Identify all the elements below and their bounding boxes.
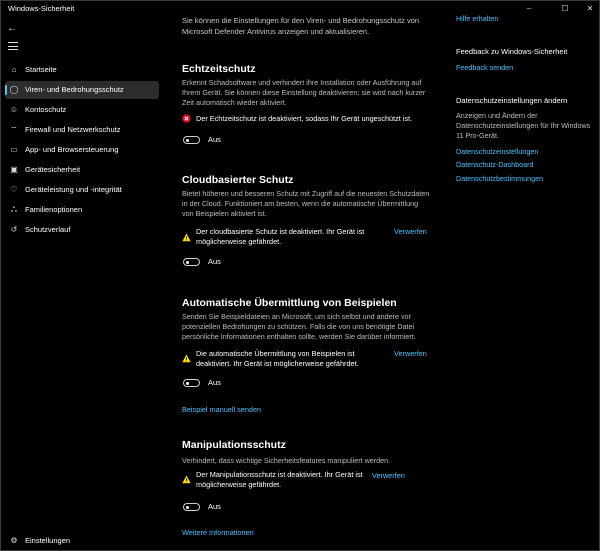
warning-icon xyxy=(182,475,191,484)
hamburger-menu-icon[interactable] xyxy=(8,42,18,53)
sidebar-item-label: Firewall und Netzwerkschutz xyxy=(25,125,121,134)
person-icon: ☺ xyxy=(9,105,19,114)
title-bar xyxy=(1,1,599,17)
tamper-protection-description: Verhindert, dass wichtige Sicherheitsfeatures manipuliert werden. xyxy=(182,456,391,465)
sidebar-item-label: Gerätesicherheit xyxy=(25,165,81,174)
tamper-dismiss-link[interactable]: Verwerfen xyxy=(372,471,405,480)
cloud-protection-title: Cloudbasierter Schutz xyxy=(182,174,294,186)
privacy-settings-link[interactable]: Datenschutzeinstellungen xyxy=(456,147,539,156)
cloud-toggle-label: Aus xyxy=(208,257,221,266)
back-arrow-icon[interactable]: ← xyxy=(7,23,17,34)
tamper-protection-title: Manipulationsschutz xyxy=(182,439,286,451)
family-icon: ஃ xyxy=(10,205,18,214)
maximize-button[interactable]: ☐ xyxy=(561,4,569,13)
manual-sample-link[interactable]: Beispiel manuell senden xyxy=(182,405,262,414)
minimize-button[interactable]: – xyxy=(526,4,532,13)
active-indicator xyxy=(5,85,7,95)
sidebar-item-protection-history[interactable] xyxy=(5,221,159,239)
intro-text-line1: Sie können die Einstellungen für den Viren- und Bedrohungsschutz von xyxy=(182,16,420,25)
sample-dismiss-link[interactable]: Verwerfen xyxy=(394,349,427,358)
privacy-statement-link[interactable]: Datenschutzbestimmungen xyxy=(456,174,544,183)
get-help-link[interactable]: Hilfe erhalten xyxy=(456,14,499,23)
history-icon: ↺ xyxy=(10,225,18,234)
sidebar-item-label: Familienoptionen xyxy=(25,205,83,214)
cloud-protection-status: Der cloudbasierte Schutz ist deaktiviert. Ihr Gerät ist möglicherweise gefährdet. xyxy=(196,227,365,247)
tamper-toggle-label: Aus xyxy=(208,502,221,511)
sidebar-item-firewall[interactable] xyxy=(5,121,159,139)
close-button[interactable]: ✕ xyxy=(586,4,594,13)
realtime-toggle-label: Aus xyxy=(208,135,221,144)
wifi-icon: ⌔ xyxy=(10,125,18,134)
sidebar-item-label: Kontoschutz xyxy=(25,105,67,114)
sample-submission-status: Die automatische Übermittlung von Beispielen ist deaktiviert. Ihr Gerät ist möglicherweise gefährdet. xyxy=(196,349,359,369)
intro-text-line2: Microsoft Defender Antivirus anzeigen und aktualisieren. xyxy=(182,27,370,36)
sample-submission-toggle[interactable] xyxy=(183,379,200,387)
sample-submission-description: Senden Sie Beispieldateien an Microsoft, um sich selbst und andere vor potenziellen Bedrohungen zu schützen. Falls die von uns benötigte Datei persönliche Informationen enthalten sollte, werden Sie darüber informiert. xyxy=(182,312,416,342)
sidebar-item-label: Geräteleistung und -integrität xyxy=(25,185,122,194)
privacy-title: Datenschutzeinstellungen ändern xyxy=(456,96,568,105)
realtime-protection-toggle[interactable] xyxy=(183,136,200,144)
sidebar-item-label: Startseite xyxy=(25,65,57,74)
gear-icon: ⚙ xyxy=(10,536,18,545)
cloud-dismiss-link[interactable]: Verwerfen xyxy=(394,227,427,236)
tamper-protection-toggle[interactable] xyxy=(183,503,200,511)
realtime-protection-title: Echtzeitschutz xyxy=(182,63,256,75)
privacy-dashboard-link[interactable]: Datenschutz-Dashboard xyxy=(456,160,534,169)
warning-icon xyxy=(182,233,191,242)
device-icon: ▣ xyxy=(10,165,18,174)
sidebar-item-startseite[interactable] xyxy=(5,61,159,79)
sidebar-item-virus-protection[interactable] xyxy=(5,81,159,99)
cloud-protection-toggle[interactable] xyxy=(183,258,200,266)
tamper-protection-status: Der Manipulationsschutz ist deaktiviert. Ihr Gerät ist möglicherweise gefährdet. xyxy=(196,470,363,490)
shield-icon: ◯ xyxy=(9,85,19,94)
sidebar-item-label: Einstellungen xyxy=(25,536,71,545)
more-info-link[interactable]: Weitere Informationen xyxy=(182,528,254,537)
sample-submission-title: Automatische Übermittlung von Beispielen xyxy=(182,297,397,309)
sidebar-item-device-performance[interactable] xyxy=(5,181,159,199)
realtime-protection-status: Der Echtzeitschutz ist deaktiviert, sodass Ihr Gerät ungeschützt ist. xyxy=(196,114,413,123)
warning-icon xyxy=(182,354,191,363)
heart-icon: ♡ xyxy=(10,185,18,194)
sidebar-item-app-browser[interactable] xyxy=(5,141,159,159)
error-icon xyxy=(182,114,191,123)
home-icon: ⌂ xyxy=(11,65,17,74)
sample-toggle-label: Aus xyxy=(208,378,221,387)
send-feedback-link[interactable]: Feedback senden xyxy=(456,63,514,72)
realtime-protection-description: Erkennt Schadsoftware und verhindert ihre Installation oder Ausführung auf Ihrem Gerät. Sie können diese Einstellung deaktivieren; sie wird nach kurzer Zeit automatisch wieder aktiviert. xyxy=(182,78,426,108)
sidebar-item-label: Schutzverlauf xyxy=(25,225,71,234)
sidebar-item-account-protection[interactable] xyxy=(5,101,159,119)
feedback-title: Feedback zu Windows-Sicherheit xyxy=(456,47,568,56)
sidebar-item-label: App- und Browsersteuerung xyxy=(25,145,119,154)
privacy-description: Anzeigen und Ändern der Datenschutzeinstellungen für Ihr Windows 11 Pro-Gerät. xyxy=(456,111,591,141)
window-title: Windows-Sicherheit xyxy=(8,4,75,13)
sidebar-item-settings[interactable] xyxy=(5,532,159,550)
cloud-protection-description: Bietet höheren und besseren Schutz mit Zugriff auf die neuesten Schutzdaten in der Cloud. Funktioniert am besten, wenn die automatische Übermittlung von Beispielen aktiviert ist. xyxy=(182,189,430,219)
sidebar-item-family-options[interactable] xyxy=(5,201,159,219)
sidebar-item-label: Viren- und Bedrohungsschutz xyxy=(25,85,124,94)
sidebar-item-device-security[interactable] xyxy=(5,161,159,179)
app-browser-icon: ▭ xyxy=(10,145,18,154)
